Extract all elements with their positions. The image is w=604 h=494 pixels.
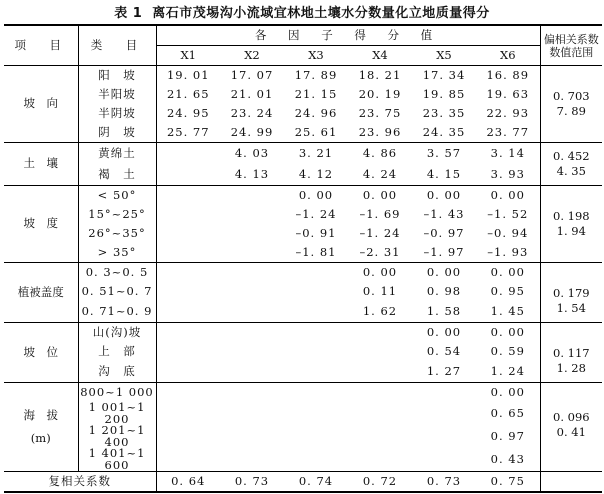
header-factor-6: X6 xyxy=(476,46,540,66)
category-cell: 1 201~1 400 xyxy=(78,425,156,448)
score-cell-x4: 0. 00 xyxy=(348,186,412,206)
score-cell-x5: 0. 98 xyxy=(426,283,462,298)
score-cell-x2 xyxy=(220,186,284,206)
score-cell-x2 xyxy=(220,323,284,343)
score-cell-x5: 19. 85 xyxy=(422,86,466,101)
score-cell-x4: 4. 86 xyxy=(348,143,412,165)
score-cell-x3: –1. 81 xyxy=(295,244,337,259)
table-row xyxy=(4,66,602,86)
score-cell-x2 xyxy=(220,224,284,243)
score-cell-x5 xyxy=(412,402,476,425)
category-cell: 26°~35° xyxy=(78,224,156,243)
score-cell-x6: 0. 43 xyxy=(476,448,540,472)
score-cell-x5: 1. 58 xyxy=(426,303,462,318)
score-cell-x1 xyxy=(156,402,220,425)
multiple-correlation-x1: 0. 64 xyxy=(156,472,220,493)
header-corr-range: 偏相关系数数值范围 xyxy=(540,25,602,66)
group-item-label xyxy=(4,263,78,323)
score-cell-x5: 1. 27 xyxy=(426,363,462,378)
multiple-correlation-x3: 0. 74 xyxy=(284,472,348,493)
category-cell: 阴 坡 xyxy=(78,123,156,143)
table-row xyxy=(4,425,602,448)
corr-range-top: 0. 198 xyxy=(540,186,602,225)
score-cell-x2 xyxy=(220,402,284,425)
score-cell-x1 xyxy=(156,301,220,323)
score-cell-x6: 0. 65 xyxy=(476,402,540,425)
corr-range-bottom: 7. 89 xyxy=(556,104,586,118)
score-cell-x4 xyxy=(348,323,412,343)
score-cell-x6: 0. 00 xyxy=(476,186,540,206)
score-cell-x3 xyxy=(284,383,348,403)
score-cell-x2 xyxy=(220,243,284,263)
score-cell-x2 xyxy=(220,361,284,383)
group-item-label xyxy=(4,186,78,263)
table-row xyxy=(4,104,602,123)
score-cell-x3: 3. 21 xyxy=(284,143,348,165)
header-item: 项 目 xyxy=(4,25,78,66)
score-cell-x4: 4. 24 xyxy=(362,166,398,181)
category-cell: 黄绵土 xyxy=(78,143,156,165)
score-cell-x2 xyxy=(220,342,284,361)
category-cell: 0. 51~0. 7 xyxy=(78,282,156,301)
score-cell-x6: 0. 00 xyxy=(476,263,540,283)
score-cell-x6: 0. 59 xyxy=(476,342,540,361)
category-cell: > 35° xyxy=(78,243,156,263)
score-cell-x3: 0. 00 xyxy=(284,186,348,206)
score-cell-x1 xyxy=(156,186,220,206)
score-cell-x6: 22. 93 xyxy=(476,104,540,123)
score-cell-x3: 25. 61 xyxy=(294,124,338,139)
table-row xyxy=(4,448,602,472)
header-factor-5: X5 xyxy=(412,46,476,66)
table-row xyxy=(4,123,602,143)
category-cell: 沟 底 xyxy=(78,361,156,383)
score-cell-x1 xyxy=(156,224,220,243)
table-row xyxy=(4,323,602,343)
multiple-correlation-row xyxy=(4,472,602,493)
score-cell-x1 xyxy=(156,143,220,165)
score-cell-x3: –1. 24 xyxy=(295,206,337,221)
table-title: 离石市茂埸沟小流域宜林地土壤水分数量化立地质量得分 xyxy=(152,6,490,21)
score-cell-x4: 0. 11 xyxy=(362,283,398,298)
group-item-text: 植被盖度 xyxy=(17,284,64,299)
score-cell-x6: –0. 94 xyxy=(476,224,540,243)
multiple-correlation-x4: 0. 72 xyxy=(348,472,412,493)
table-row xyxy=(4,164,602,186)
category-cell: 15°~25° xyxy=(78,205,156,224)
score-cell-x5: 23. 35 xyxy=(422,105,466,120)
score-cell-x3: –0. 91 xyxy=(295,225,337,240)
score-cell-x5: 0. 00 xyxy=(412,323,476,343)
multiple-correlation-x5: 0. 73 xyxy=(412,472,476,493)
group-item-label xyxy=(4,323,78,383)
score-cell-x2: 24. 99 xyxy=(230,124,274,139)
score-cell-x1 xyxy=(156,243,220,263)
score-cell-x5 xyxy=(412,425,476,448)
score-cell-x5: 0. 00 xyxy=(412,263,476,283)
score-cell-x2: 4. 03 xyxy=(220,143,284,165)
score-cell-x1 xyxy=(156,323,220,343)
score-cell-x5: –0. 97 xyxy=(423,225,465,240)
score-cell-x5: 0. 00 xyxy=(412,186,476,206)
score-cell-x6: 0. 00 xyxy=(476,383,540,403)
table-number: 表 1 xyxy=(114,6,143,21)
score-cell-x4: –1. 69 xyxy=(359,206,401,221)
multiple-correlation-label: 复相关系数 xyxy=(4,472,156,493)
score-cell-x5: 0. 54 xyxy=(426,343,462,358)
corr-range-bottom: 4. 35 xyxy=(556,164,586,178)
score-cell-x3 xyxy=(284,263,348,283)
score-cell-x1 xyxy=(156,448,220,472)
score-cell-x2: 21. 01 xyxy=(230,86,274,101)
score-cell-x2 xyxy=(220,383,284,403)
score-cell-x6: 19. 63 xyxy=(476,85,540,104)
table-row xyxy=(4,243,602,263)
corr-range-top: 0. 096 xyxy=(540,383,602,426)
score-cell-x4 xyxy=(348,342,412,361)
category-cell: 半阴坡 xyxy=(78,104,156,123)
score-cell-x1 xyxy=(156,361,220,383)
group-item-label xyxy=(4,66,78,143)
score-cell-x3 xyxy=(284,425,348,448)
score-cell-x3 xyxy=(284,342,348,361)
score-cell-x1 xyxy=(156,164,220,186)
score-cell-x2 xyxy=(220,301,284,323)
score-cell-x1 xyxy=(156,205,220,224)
score-cell-x5: –1. 97 xyxy=(423,244,465,259)
multiple-correlation-x6: 0. 75 xyxy=(476,472,540,493)
header-category: 类 目 xyxy=(78,25,156,66)
score-cell-x2: 4. 13 xyxy=(234,166,270,181)
site-quality-score-table xyxy=(4,24,602,493)
score-cell-x4 xyxy=(348,361,412,383)
score-cell-x1: 21. 65 xyxy=(166,86,210,101)
score-cell-x3: 24. 96 xyxy=(294,105,338,120)
score-cell-x6: 3. 93 xyxy=(476,164,540,186)
category-cell: 上 部 xyxy=(78,342,156,361)
category-cell: 山(沟)坡 xyxy=(78,323,156,343)
score-cell-x6: 0. 00 xyxy=(476,323,540,343)
score-cell-x3 xyxy=(284,282,348,301)
table-row xyxy=(4,205,602,224)
score-cell-x4: 18. 21 xyxy=(348,66,412,86)
score-cell-x2 xyxy=(220,263,284,283)
score-cell-x6: 16. 89 xyxy=(476,66,540,86)
score-cell-x3 xyxy=(284,448,348,472)
table-row xyxy=(4,263,602,283)
score-cell-x2: 23. 24 xyxy=(230,105,274,120)
corr-range-top: 0. 452 xyxy=(540,143,602,165)
score-cell-x4 xyxy=(348,425,412,448)
score-cell-x1 xyxy=(156,263,220,283)
table-row xyxy=(4,402,602,425)
score-cell-x3: 17. 89 xyxy=(284,66,348,86)
score-cell-x6: 1. 45 xyxy=(476,301,540,323)
corr-range-bottom: 1. 54 xyxy=(556,301,586,315)
score-cell-x3 xyxy=(284,402,348,425)
score-cell-x1: 25. 77 xyxy=(166,124,210,139)
score-cell-x4 xyxy=(348,448,412,472)
score-cell-x6: –1. 93 xyxy=(476,243,540,263)
score-cell-x3: 21. 15 xyxy=(294,86,338,101)
multiple-correlation-x2: 0. 73 xyxy=(220,472,284,493)
corr-range-top: 0. 179 xyxy=(540,263,602,302)
table-row xyxy=(4,224,602,243)
score-cell-x4: 23. 96 xyxy=(358,124,402,139)
corr-range-top: 0. 703 xyxy=(540,66,602,105)
table-caption xyxy=(0,2,604,22)
table-row xyxy=(4,282,602,301)
group-item-text: 坡 度 xyxy=(23,216,58,231)
group-item-label xyxy=(4,383,78,472)
table-row xyxy=(4,85,602,104)
score-cell-x1 xyxy=(156,282,220,301)
score-cell-x4: –1. 24 xyxy=(359,225,401,240)
category-cell: 褐 土 xyxy=(78,164,156,186)
header-factor-3: X3 xyxy=(284,46,348,66)
category-cell: 阳 坡 xyxy=(78,66,156,86)
header-factor-4: X4 xyxy=(348,46,412,66)
score-cell-x4: 0. 00 xyxy=(348,263,412,283)
score-cell-x4: 23. 75 xyxy=(358,105,402,120)
score-cell-x4 xyxy=(348,383,412,403)
score-cell-x6: 23. 77 xyxy=(476,123,540,143)
score-cell-x5: 17. 34 xyxy=(412,66,476,86)
category-cell: 0. 71~0. 9 xyxy=(78,301,156,323)
header-factor-1: X1 xyxy=(156,46,220,66)
score-cell-x1: 19. 01 xyxy=(156,66,220,86)
table-row xyxy=(4,342,602,361)
table-row xyxy=(4,361,602,383)
score-cell-x2: 17. 07 xyxy=(220,66,284,86)
category-cell: 半阳坡 xyxy=(78,85,156,104)
score-cell-x3 xyxy=(284,301,348,323)
category-cell: 0. 3~0. 5 xyxy=(78,263,156,283)
score-cell-x4: 1. 62 xyxy=(362,303,398,318)
score-cell-x1 xyxy=(156,342,220,361)
score-cell-x5: 4. 15 xyxy=(426,166,462,181)
score-cell-x5 xyxy=(412,383,476,403)
score-cell-x1 xyxy=(156,383,220,403)
score-cell-x4: 20. 19 xyxy=(358,86,402,101)
score-cell-x5: 24. 35 xyxy=(422,124,466,139)
score-cell-x5 xyxy=(412,448,476,472)
score-cell-x2 xyxy=(220,282,284,301)
group-item-text: 土 壤 xyxy=(23,156,58,171)
corr-range-bottom: 1. 94 xyxy=(556,224,586,238)
score-cell-x6: –1. 52 xyxy=(476,205,540,224)
score-cell-x3 xyxy=(284,361,348,383)
score-cell-x6: 1. 24 xyxy=(476,361,540,383)
table-row xyxy=(4,186,602,206)
group-item-label xyxy=(4,143,78,186)
table-row xyxy=(4,143,602,165)
score-cell-x2 xyxy=(220,448,284,472)
score-cell-x1 xyxy=(156,425,220,448)
header-factor-group: 各 因 子 得 分 值 xyxy=(156,25,540,46)
score-cell-x6: 0. 95 xyxy=(476,282,540,301)
corr-range-bottom: 0. 41 xyxy=(556,425,586,439)
category-cell: 800~1 000 xyxy=(78,383,156,403)
score-cell-x4: –2. 31 xyxy=(359,244,401,259)
header-factor-2: X2 xyxy=(220,46,284,66)
corr-range-top: 0. 117 xyxy=(540,323,602,362)
score-cell-x2 xyxy=(220,425,284,448)
footer-empty-cell xyxy=(540,472,602,493)
category-cell: 1 001~1 200 xyxy=(78,402,156,425)
category-cell: 1 401~1 600 xyxy=(78,448,156,472)
score-cell-x2 xyxy=(220,205,284,224)
score-cell-x3 xyxy=(284,323,348,343)
table-row xyxy=(4,301,602,323)
score-cell-x3: 4. 12 xyxy=(298,166,334,181)
score-cell-x6: 0. 97 xyxy=(476,425,540,448)
score-cell-x6: 3. 14 xyxy=(476,143,540,165)
group-item-unit: (m) xyxy=(30,430,51,445)
score-cell-x5: –1. 43 xyxy=(423,206,465,221)
group-item-text: 坡 位 xyxy=(23,344,58,359)
group-item-text: 坡 向 xyxy=(23,96,58,111)
category-cell: < 50° xyxy=(78,186,156,206)
group-item-text: 海 拔 xyxy=(23,407,58,422)
corr-range-bottom: 1. 28 xyxy=(556,361,586,375)
score-cell-x5: 3. 57 xyxy=(412,143,476,165)
score-cell-x1: 24. 95 xyxy=(166,105,210,120)
score-cell-x4 xyxy=(348,402,412,425)
